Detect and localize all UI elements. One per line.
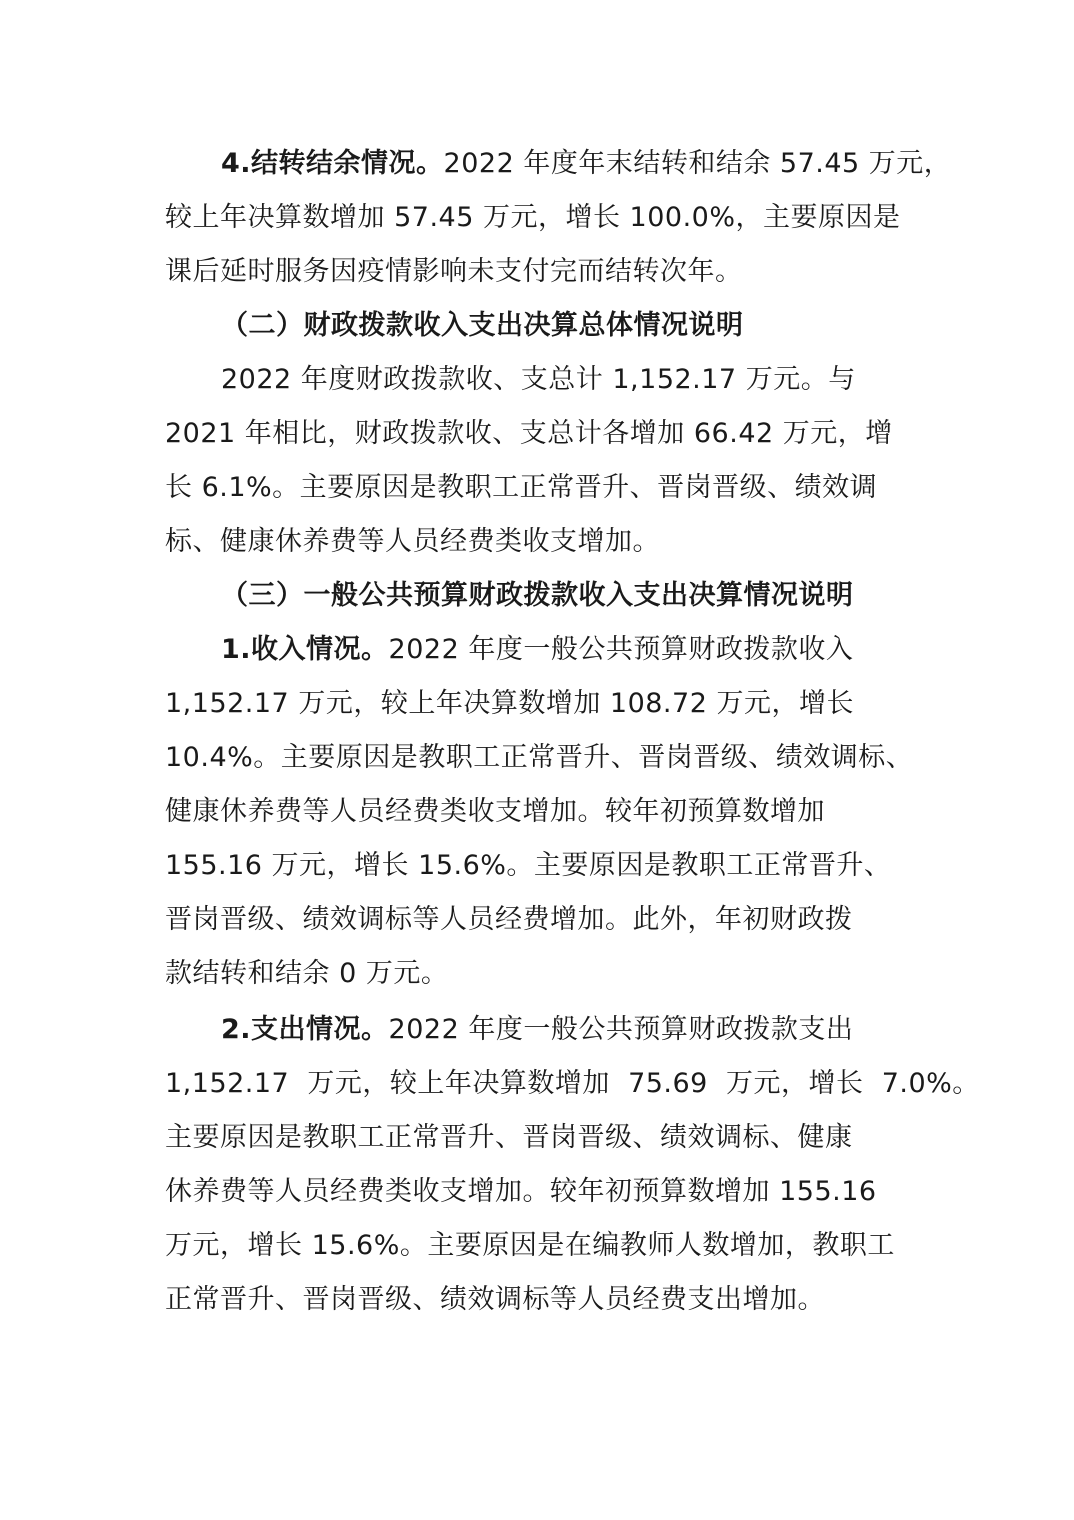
para2-line4: 标、健康休养费等人员经费类收支增加。	[165, 526, 660, 557]
income-line3: 10.4%。主要原因是教职工正常晋升、晋岗晋级、绩效调标、	[165, 742, 914, 773]
income-line4: 健康休养费等人员经费类收支增加。较年初预算数增加	[165, 796, 825, 827]
section4-lead: 4.结转结余情况。	[221, 148, 444, 179]
expense-line1-text: 2022 年度一般公共预算财政拨款支出	[388, 1014, 854, 1045]
expense-line1	[221, 1012, 853, 1048]
para2-line1: 2022 年度财政拨款收、支总计 1,152.17 万元。与	[221, 364, 856, 395]
income-line1	[221, 632, 853, 668]
income-line2: 1,152.17 万元，较上年决算数增加 108.72 万元，增长	[165, 688, 854, 719]
expense-line4: 休养费等人员经费类收支增加。较年初预算数增加 155.16	[165, 1176, 877, 1207]
expense-lead: 2.支出情况。	[221, 1014, 389, 1045]
expense-line5: 万元，增长 15.6%。主要原因是在编教师人数增加，教职工	[165, 1230, 895, 1261]
section4-line1	[221, 146, 951, 182]
section4-line3: 课后延时服务因疫情影响未支付完而结转次年。	[165, 256, 743, 287]
expense-line3: 主要原因是教职工正常晋升、晋岗晋级、绩效调标、健康	[165, 1122, 853, 1153]
section4-line2: 较上年决算数增加 57.45 万元，增长 100.0%，主要原因是	[165, 202, 901, 233]
heading-fiscal-overview: （二）财政拨款收入支出决算总体情况说明	[221, 310, 744, 341]
income-line5: 155.16 万元，增长 15.6%。主要原因是教职工正常晋升、	[165, 850, 892, 881]
heading-general-budget: （三）一般公共预算财政拨款收入支出决算情况说明	[221, 580, 854, 611]
income-line6: 晋岗晋级、绩效调标等人员经费增加。此外，年初财政拨	[165, 904, 853, 935]
section4-line1-text: 2022 年度年末结转和结余 57.45 万元，	[443, 148, 952, 179]
income-line1-text: 2022 年度一般公共预算财政拨款收入	[388, 634, 854, 665]
para2-line3: 长 6.1%。主要原因是教职工正常晋升、晋岗晋级、绩效调	[165, 472, 878, 503]
expense-line6: 正常晋升、晋岗晋级、绩效调标等人员经费支出增加。	[165, 1284, 825, 1315]
income-line7: 款结转和结余 0 万元。	[165, 958, 449, 989]
income-lead: 1.收入情况。	[221, 634, 389, 665]
expense-line2: 1,152.17 万元，较上年决算数增加 75.69 万元，增长 7.0%。	[165, 1068, 980, 1099]
para2-line2: 2021 年相比，财政拨款收、支总计各增加 66.42 万元，增	[165, 418, 893, 449]
